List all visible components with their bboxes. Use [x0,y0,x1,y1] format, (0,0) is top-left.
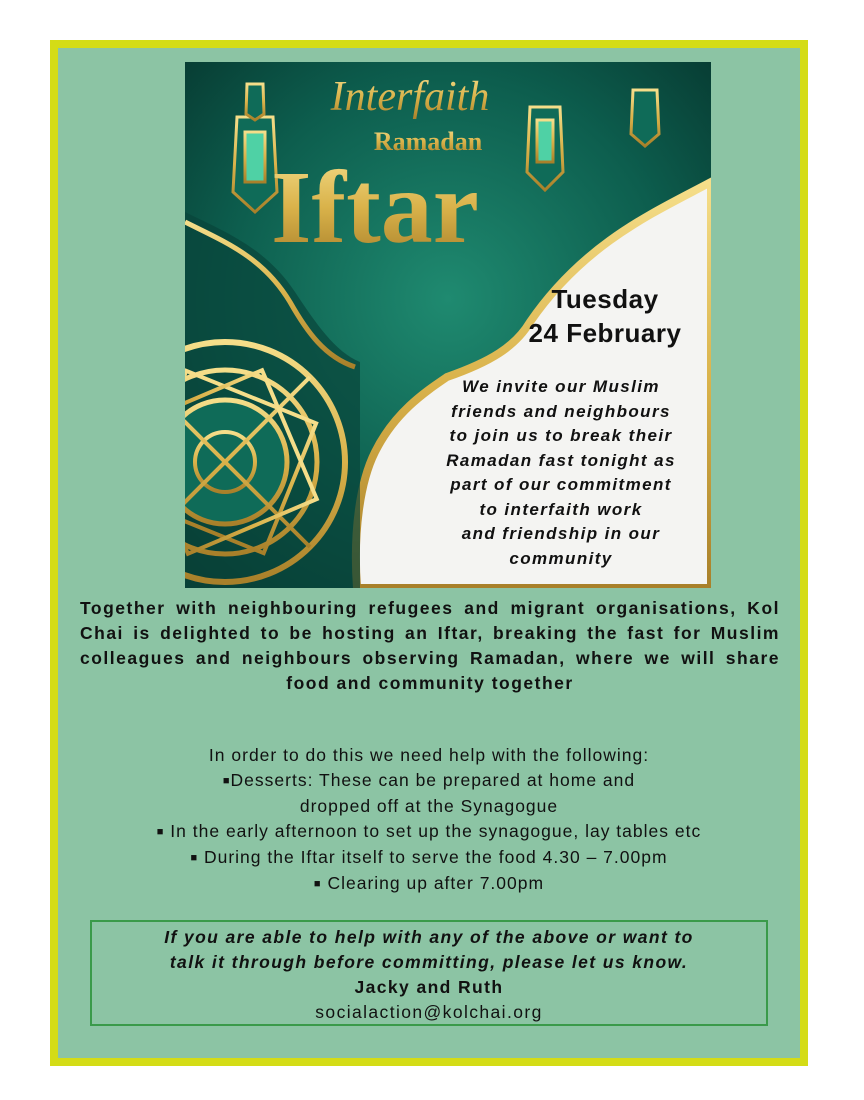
invite-line: to join us to break their [449,426,673,445]
contact-email-link[interactable]: socialaction@kolchai.org [315,1002,543,1022]
help-section [58,743,800,897]
contact-box [90,920,768,1026]
help-heading: In order to do this we need help with the following: [208,745,650,765]
bullet-icon: ■ [222,775,231,787]
invitation-text [411,375,711,571]
invite-line: and friendship in our [461,524,661,543]
bullet-icon: ■ [190,852,199,864]
bullet-icon: ■ [156,826,165,838]
help-item-text: In the early afternoon to set up the synagogue, lay tables etc [170,821,702,841]
iftar-poster-image [185,62,711,588]
flyer-frame [50,40,808,1066]
help-item [58,845,800,871]
contact-message-line: If you are able to help with any of the above or want to [164,927,694,947]
help-item-text: Clearing up after 7.00pm [327,873,545,893]
poster-title-ramadan: Ramadan [373,127,483,156]
invite-line: We invite our Muslim [462,377,660,396]
poster-title-iftar: Iftar [271,150,479,265]
help-item-text: During the Iftar itself to serve the food 4.30 – 7.00pm [203,847,668,867]
help-item-text: Desserts: These can be prepared at home and [230,770,636,790]
poster-title-script: Interfaith [330,74,490,120]
invite-line: part of our commitment [450,475,672,494]
event-date [485,282,711,350]
bullet-icon: ■ [313,878,322,890]
contact-names: Jacky and Ruth [354,977,504,997]
intro-paragraph: Together with neighbouring refugees and migrant organisations, Kol Chai is delighted to be hosting an Iftar, breaking the fast for Muslim colleagues and neighbours observing Ramadan, where we will share food and community together [80,598,780,693]
help-item [58,768,800,794]
event-date-text: 24 February [528,318,682,348]
invite-line: community [509,548,613,568]
help-item [58,819,800,845]
event-day: Tuesday [551,284,659,314]
invite-line: Ramadan fast tonight as [446,450,676,470]
contact-message-line: talk it through before committing, please let us know. [169,952,689,972]
invite-line: friends and neighbours [451,401,671,421]
invite-line: to interfaith work [479,499,643,519]
help-item-continuation: dropped off at the Synagogue [299,796,559,816]
help-item [58,871,800,897]
